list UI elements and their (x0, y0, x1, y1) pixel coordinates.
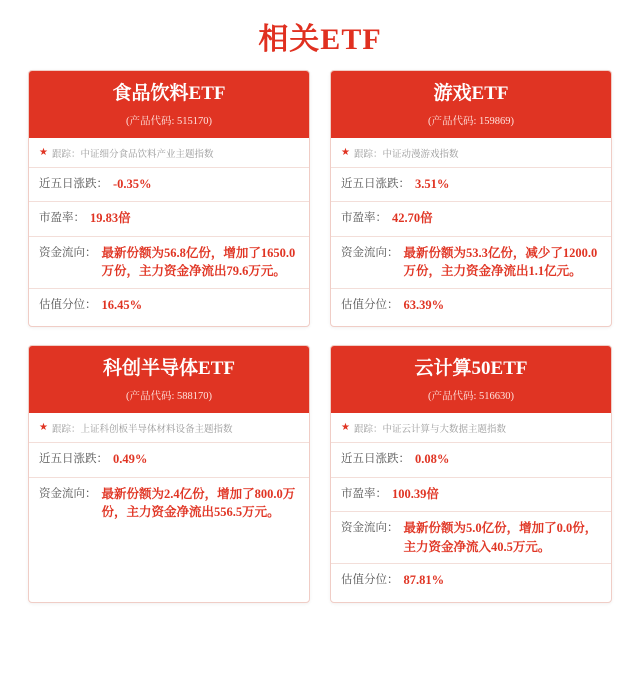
fund-flow-value: 最新份额为5.0亿份，增加了0.0份，主力资金净流入40.5万元。 (403, 520, 598, 554)
etf-card[interactable] (28, 345, 310, 602)
etf-code-prefix: (产品代码: (125, 115, 178, 127)
etf-card[interactable] (330, 345, 612, 602)
fund-flow-label: 资金流向： (39, 487, 97, 500)
etf-card-body (331, 413, 611, 602)
valuation-value: 87.81% (403, 573, 445, 588)
etf-card-body (331, 138, 611, 327)
etf-index-label: 跟踪：中证细分食品饮料产业主题指数 (51, 149, 214, 160)
five-day-value: -0.35% (113, 176, 152, 191)
fund-flow-label: 资金流向： (39, 246, 97, 259)
etf-name: 游戏ETF (433, 83, 509, 104)
pe-label: 市盈率： (341, 487, 387, 500)
etf-code-suffix: ) (510, 115, 515, 127)
star-icon: ★ (341, 146, 350, 158)
etf-card[interactable] (28, 70, 310, 327)
star-icon: ★ (341, 422, 350, 434)
fund-flow-value: 最新份额为56.8亿份，增加了1650.0万份，主力资金净流出79.6万元。 (101, 245, 296, 279)
etf-code (35, 113, 303, 128)
etf-index-label: 跟踪：中证动漫游戏指数 (353, 149, 459, 160)
star-icon: ★ (39, 422, 48, 434)
etf-code-suffix: ) (510, 391, 515, 403)
pe-value: 100.39倍 (392, 486, 439, 501)
etf-index-label: 跟踪：中证云计算与大数据主题指数 (353, 425, 506, 436)
etf-code (35, 388, 303, 403)
etf-fund-flow-row (29, 237, 309, 290)
etf-pe-row (331, 202, 611, 236)
etf-index-row (331, 138, 611, 168)
etf-fund-flow-row (331, 512, 611, 565)
etf-card-grid (0, 70, 640, 603)
etf-pe-row (29, 202, 309, 236)
etf-code-prefix: (产品代码: (427, 391, 480, 403)
valuation-label: 估值分位： (39, 299, 97, 312)
etf-name: 科创半导体ETF (103, 358, 235, 380)
valuation-value: 63.39% (403, 298, 445, 313)
valuation-label: 估值分位： (341, 574, 399, 587)
fund-flow-label: 资金流向： (341, 246, 399, 259)
page-title: 相关ETF (258, 23, 382, 56)
etf-five-day-row (29, 443, 309, 477)
etf-card-header (29, 346, 309, 413)
etf-card-header (29, 71, 309, 138)
etf-card-header (331, 71, 611, 138)
etf-pe-row (331, 478, 611, 512)
pe-label: 市盈率： (341, 212, 387, 225)
five-day-value: 0.08% (415, 452, 450, 467)
etf-code-value: 516630 (479, 391, 511, 403)
valuation-value: 16.45% (101, 298, 143, 313)
etf-code (337, 113, 605, 128)
etf-name: 云计算50ETF (414, 358, 528, 380)
etf-name: 食品饮料ETF (112, 83, 226, 104)
etf-card-body (29, 413, 309, 533)
pe-label: 市盈率： (39, 212, 85, 225)
etf-five-day-row (331, 443, 611, 477)
etf-valuation-row (331, 564, 611, 597)
valuation-label: 估值分位： (341, 299, 399, 312)
etf-five-day-row (29, 168, 309, 202)
etf-code-prefix: (产品代码: (427, 115, 480, 127)
etf-card[interactable] (330, 70, 612, 327)
five-day-label: 近五日涨跌： (341, 453, 410, 466)
pe-value: 19.83倍 (90, 211, 131, 226)
etf-index-row (29, 138, 309, 168)
etf-card-body (29, 138, 309, 327)
five-day-label: 近五日涨跌： (39, 453, 108, 466)
pe-value: 42.70倍 (392, 211, 433, 226)
fund-flow-value: 最新份额为2.4亿份，增加了800.0万份，主力资金净流出556.5万元。 (101, 486, 296, 520)
five-day-label: 近五日涨跌： (39, 177, 108, 190)
etf-code-suffix: ) (208, 115, 213, 127)
five-day-value: 3.51% (415, 176, 450, 191)
etf-index-label: 跟踪：上证科创板半导体材料设备主题指数 (51, 425, 233, 436)
etf-code-prefix: (产品代码: (125, 391, 178, 403)
etf-code-value: 588170 (177, 391, 209, 403)
etf-code (337, 388, 605, 403)
etf-code-suffix: ) (208, 391, 213, 403)
etf-valuation-row (331, 289, 611, 322)
etf-card-header (331, 346, 611, 413)
etf-five-day-row (331, 168, 611, 202)
etf-fund-flow-row (29, 478, 309, 530)
etf-code-value: 515170 (177, 115, 209, 127)
fund-flow-value: 最新份额为53.3亿份，减少了1200.0万份，主力资金净流出1.1亿元。 (403, 245, 598, 279)
etf-index-row (331, 413, 611, 443)
etf-valuation-row (29, 289, 309, 322)
etf-code-value: 159869 (479, 115, 511, 127)
five-day-value: 0.49% (113, 452, 148, 467)
five-day-label: 近五日涨跌： (341, 177, 410, 190)
etf-index-row (29, 413, 309, 443)
star-icon: ★ (39, 146, 48, 158)
etf-fund-flow-row (331, 237, 611, 290)
fund-flow-label: 资金流向： (341, 521, 399, 534)
